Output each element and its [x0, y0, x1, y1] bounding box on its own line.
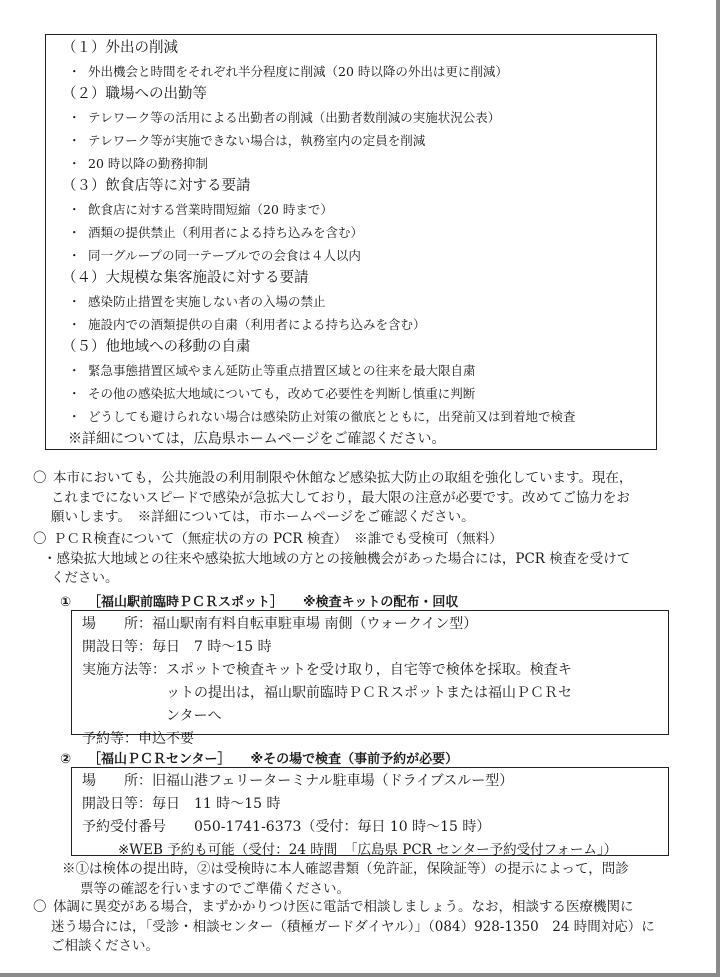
spot2-days-value: 毎日 11 時～15 時: [152, 796, 281, 812]
spot2-box: [71, 767, 669, 856]
page-edge-right: [716, 0, 720, 977]
bullet-icon: ・: [68, 202, 81, 217]
measures-note: ※詳細については，広島県ホームページをご確認ください。: [68, 431, 446, 447]
circle-mark-icon: 〇: [33, 531, 47, 547]
spot1-place-value: 福山駅南有料自転車駐車場 南側（ウォークイン型）: [152, 616, 478, 632]
consult-notice: [33, 898, 693, 957]
bullet-icon: ・: [68, 133, 81, 148]
list-item-text: 外出機会と時間をそれぞれ半分程度に削減（20 時以降の外出は更に削減）: [88, 64, 508, 79]
list-item-text: 20 時以降の勤務抑制: [88, 156, 208, 171]
bullet-icon: ・: [68, 225, 81, 240]
list-item: [62, 290, 646, 313]
measures-box: [45, 34, 657, 450]
bullet-icon: ・: [68, 110, 81, 125]
city-notice-line2: これまでにないスピードで感染が急拡大しており，最大限の注意が必要です。改めてご協力をお: [51, 489, 630, 506]
circle-mark-icon: 〇: [33, 899, 47, 915]
list-item-text: 同一グループの同一テーブルでの会食は４人以内: [88, 248, 361, 263]
bullet-icon: ・: [68, 64, 81, 79]
spot1-reserve-label: 予約等：: [82, 731, 138, 747]
spot2-phone-label: 予約受付番号: [82, 819, 166, 835]
spot1-place-label: 場 所：: [82, 616, 152, 632]
pcr-intro-heading: ＰＣＲ検査について（無症状の方の PCR 検査） ※誰でも受検可（無料）: [53, 531, 503, 547]
spot1-note: ※検査キットの配布・回収: [303, 595, 459, 610]
list-item: [62, 152, 646, 175]
footnote-line2: 票等の確認を行いますのでご準備ください。: [80, 880, 350, 897]
consult-line1: 体調に異変がある場合，まずかかりつけ医に電話で相談しましょう。なお，相談する医療機関に: [53, 899, 634, 915]
footnote-line1: ※①は検体の提出時，②は受検時に本人確認書類（免許証，保険証等）の提示によって，問診: [62, 861, 629, 877]
list-item: [62, 382, 646, 405]
spot2-note: ※その場で検査（事前予約が必要）: [250, 752, 459, 767]
consult-line2: 迷う場合には，「受診・相談センター（積極ガードダイヤル）」（084）928-1350 24 時間対応）に: [51, 918, 655, 935]
spot1-days-label: 開設日等：: [82, 639, 152, 655]
list-item-text: その他の感染拡大地域についても，改めて必要性を判断し慎重に判断: [88, 386, 476, 401]
spot1-days-value: 毎日 7 時～15 時: [152, 639, 272, 655]
spot1-method-value: スポットで検査キットを受け取り，自宅等で検体を採取。検査キットの提出は，福山駅前臨時ＰＣＲスポットまたは福山ＰＣＲセンターへ: [166, 662, 572, 724]
list-item-text: 感染防止措置を実施しない者の入場の禁止: [88, 294, 326, 309]
list-item-text: 酒類の提供禁止（利用者による持ち込みを含む）: [88, 225, 364, 240]
measure-heading: （４）大規模な集客施設に対する要請: [62, 270, 309, 286]
list-item: [62, 106, 646, 129]
pcr-intro-line1: ・感染拡大地域との往来や感染拡大地域の方との接触機会があった場合には，PCR 検査を受けて: [43, 550, 631, 567]
spot1-method-label: 実施方法等：: [82, 662, 166, 678]
measure-heading: （２）職場への出勤等: [62, 86, 207, 102]
spot2-phone-value: 050-1741-6373（受付：毎日 10 時～15 時）: [194, 819, 491, 835]
list-item-text: 緊急事態措置区域やまん延防止等重点措置区域との往来を最大限自粛: [88, 363, 476, 378]
city-notice-line3: 願いします。 ※詳細については，市ホームページをご確認ください。: [51, 509, 475, 526]
spot1-reserve-value: 申込不要: [138, 731, 194, 747]
spot2-days-label: 開設日等：: [82, 796, 152, 812]
bullet-icon: ・: [68, 294, 81, 309]
page-edge-bottom: [0, 973, 720, 977]
pcr-intro-line2: ください。: [51, 570, 119, 587]
list-item-text: 飲食店に対する営業時間短縮（20 時まで）: [88, 202, 333, 217]
measure-heading: （３）飲食店等に対する要請: [62, 178, 251, 194]
list-item: [62, 313, 646, 336]
measure-heading: （１）外出の削減: [62, 40, 178, 56]
list-item: [62, 198, 646, 221]
list-item: [62, 359, 646, 382]
bullet-icon: ・: [68, 363, 81, 378]
city-notice-line1: 本市においても，公共施設の利用制限や休館など感染拡大防止の取組を強化しています。現在，: [53, 470, 633, 486]
spot1-number: ①: [60, 595, 72, 610]
list-item-text: テレワーク等が実施できない場合は，執務室内の定員を削減: [88, 133, 426, 148]
pcr-intro: [33, 530, 693, 589]
list-item: [62, 405, 646, 428]
spot2-number: ②: [60, 752, 72, 767]
measure-heading: （５）他地域への移動の自粛: [62, 339, 251, 355]
list-item: [62, 221, 646, 244]
spot2-web-value: ※WEB 予約も可能（受付：24 時間 「広島県 PCR センター予約受付フォーム」）: [118, 842, 618, 858]
circle-mark-icon: 〇: [33, 470, 47, 486]
spot2-place-label: 場 所：: [82, 773, 152, 789]
measures-sections: [62, 37, 646, 428]
list-item: [62, 129, 646, 152]
list-item-text: どうしても避けられない場合は感染防止対策の徹底とともに，出発前又は到着地で検査: [88, 409, 576, 424]
bullet-icon: ・: [68, 156, 81, 171]
list-item: [62, 60, 646, 83]
id-footnote: [62, 860, 694, 899]
bullet-icon: ・: [68, 248, 81, 263]
list-item-text: 施設内での酒類提供の自粛（利用者による持ち込みを含む）: [88, 317, 426, 332]
bullet-icon: ・: [68, 409, 81, 424]
bullet-icon: ・: [68, 386, 81, 401]
spot1-box: [71, 610, 669, 747]
list-item-text: テレワーク等の活用による出勤者の削減（出勤者数削減の実施状況公表）: [88, 110, 501, 125]
spot1-name: ［福山駅前臨時ＰＣＲスポット］: [88, 595, 284, 610]
list-item: [62, 244, 646, 267]
spot2-place-value: 旧福山港フェリーターミナル駐車場（ドライブスルー型）: [152, 773, 514, 789]
spot2-name: ［福山ＰＣＲセンター］: [88, 752, 231, 767]
bullet-icon: ・: [68, 317, 81, 332]
consult-line3: ご相談ください。: [51, 938, 159, 955]
city-notice: [33, 469, 693, 528]
